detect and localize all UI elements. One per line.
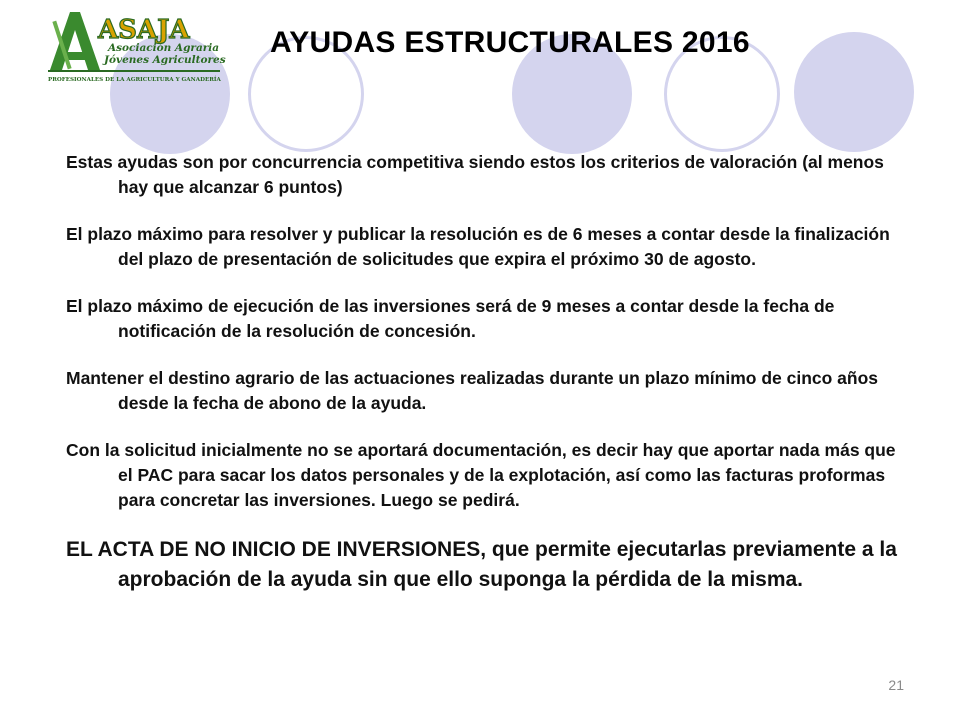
asaja-logo-emblem [40, 8, 230, 90]
page-number: 21 [888, 677, 904, 693]
paragraph-4: Mantener el destino agrario de las actuaciones realizadas durante un plazo mínimo de cinco años desde la fecha de abono de la ayuda. [66, 368, 879, 413]
content-body [66, 150, 906, 617]
decor-circle-filled-3 [794, 32, 914, 152]
paragraph-2: El plazo máximo para resolver y publicar la resolución es de 6 meses a contar desde la finalización del plazo de presentación de solicitudes que expira el próximo 30 de agosto. [66, 224, 890, 269]
logo-line-2: Jóvenes Agricultores [104, 54, 226, 66]
paragraph-1: Estas ayudas son por concurrencia competitiva siendo estos los criterios de valoración (al menos hay que alcanzar 6 puntos) [66, 152, 884, 197]
logo-line-1: Asociación Agraria [108, 42, 220, 54]
paragraph-5: Con la solicitud inicialmente no se aportará documentación, es decir hay que aportar nada más que el PAC para sacar los datos personales y de la explotación, así como las facturas proformas para concretar las inversiones. Luego se pedirá. [66, 440, 896, 510]
paragraph-3: El plazo máximo de ejecución de las inversiones será de 9 meses a contar desde la fecha de notificación de la resolución de concesión. [66, 296, 835, 341]
logo-wordmark: ASAJA [98, 15, 190, 45]
logo-tagline: PROFESIONALES DE LA AGRICULTURA Y GANADERÍA [48, 77, 221, 83]
page-title: AYUDAS ESTRUCTURALES 2016 [270, 26, 750, 59]
asaja-logo [40, 8, 230, 90]
paragraph-final: EL ACTA DE NO INICIO DE INVERSIONES, que permite ejecutarlas previamente a la aprobación de la ayuda sin que ello suponga la pérdida de la misma. [66, 538, 897, 591]
